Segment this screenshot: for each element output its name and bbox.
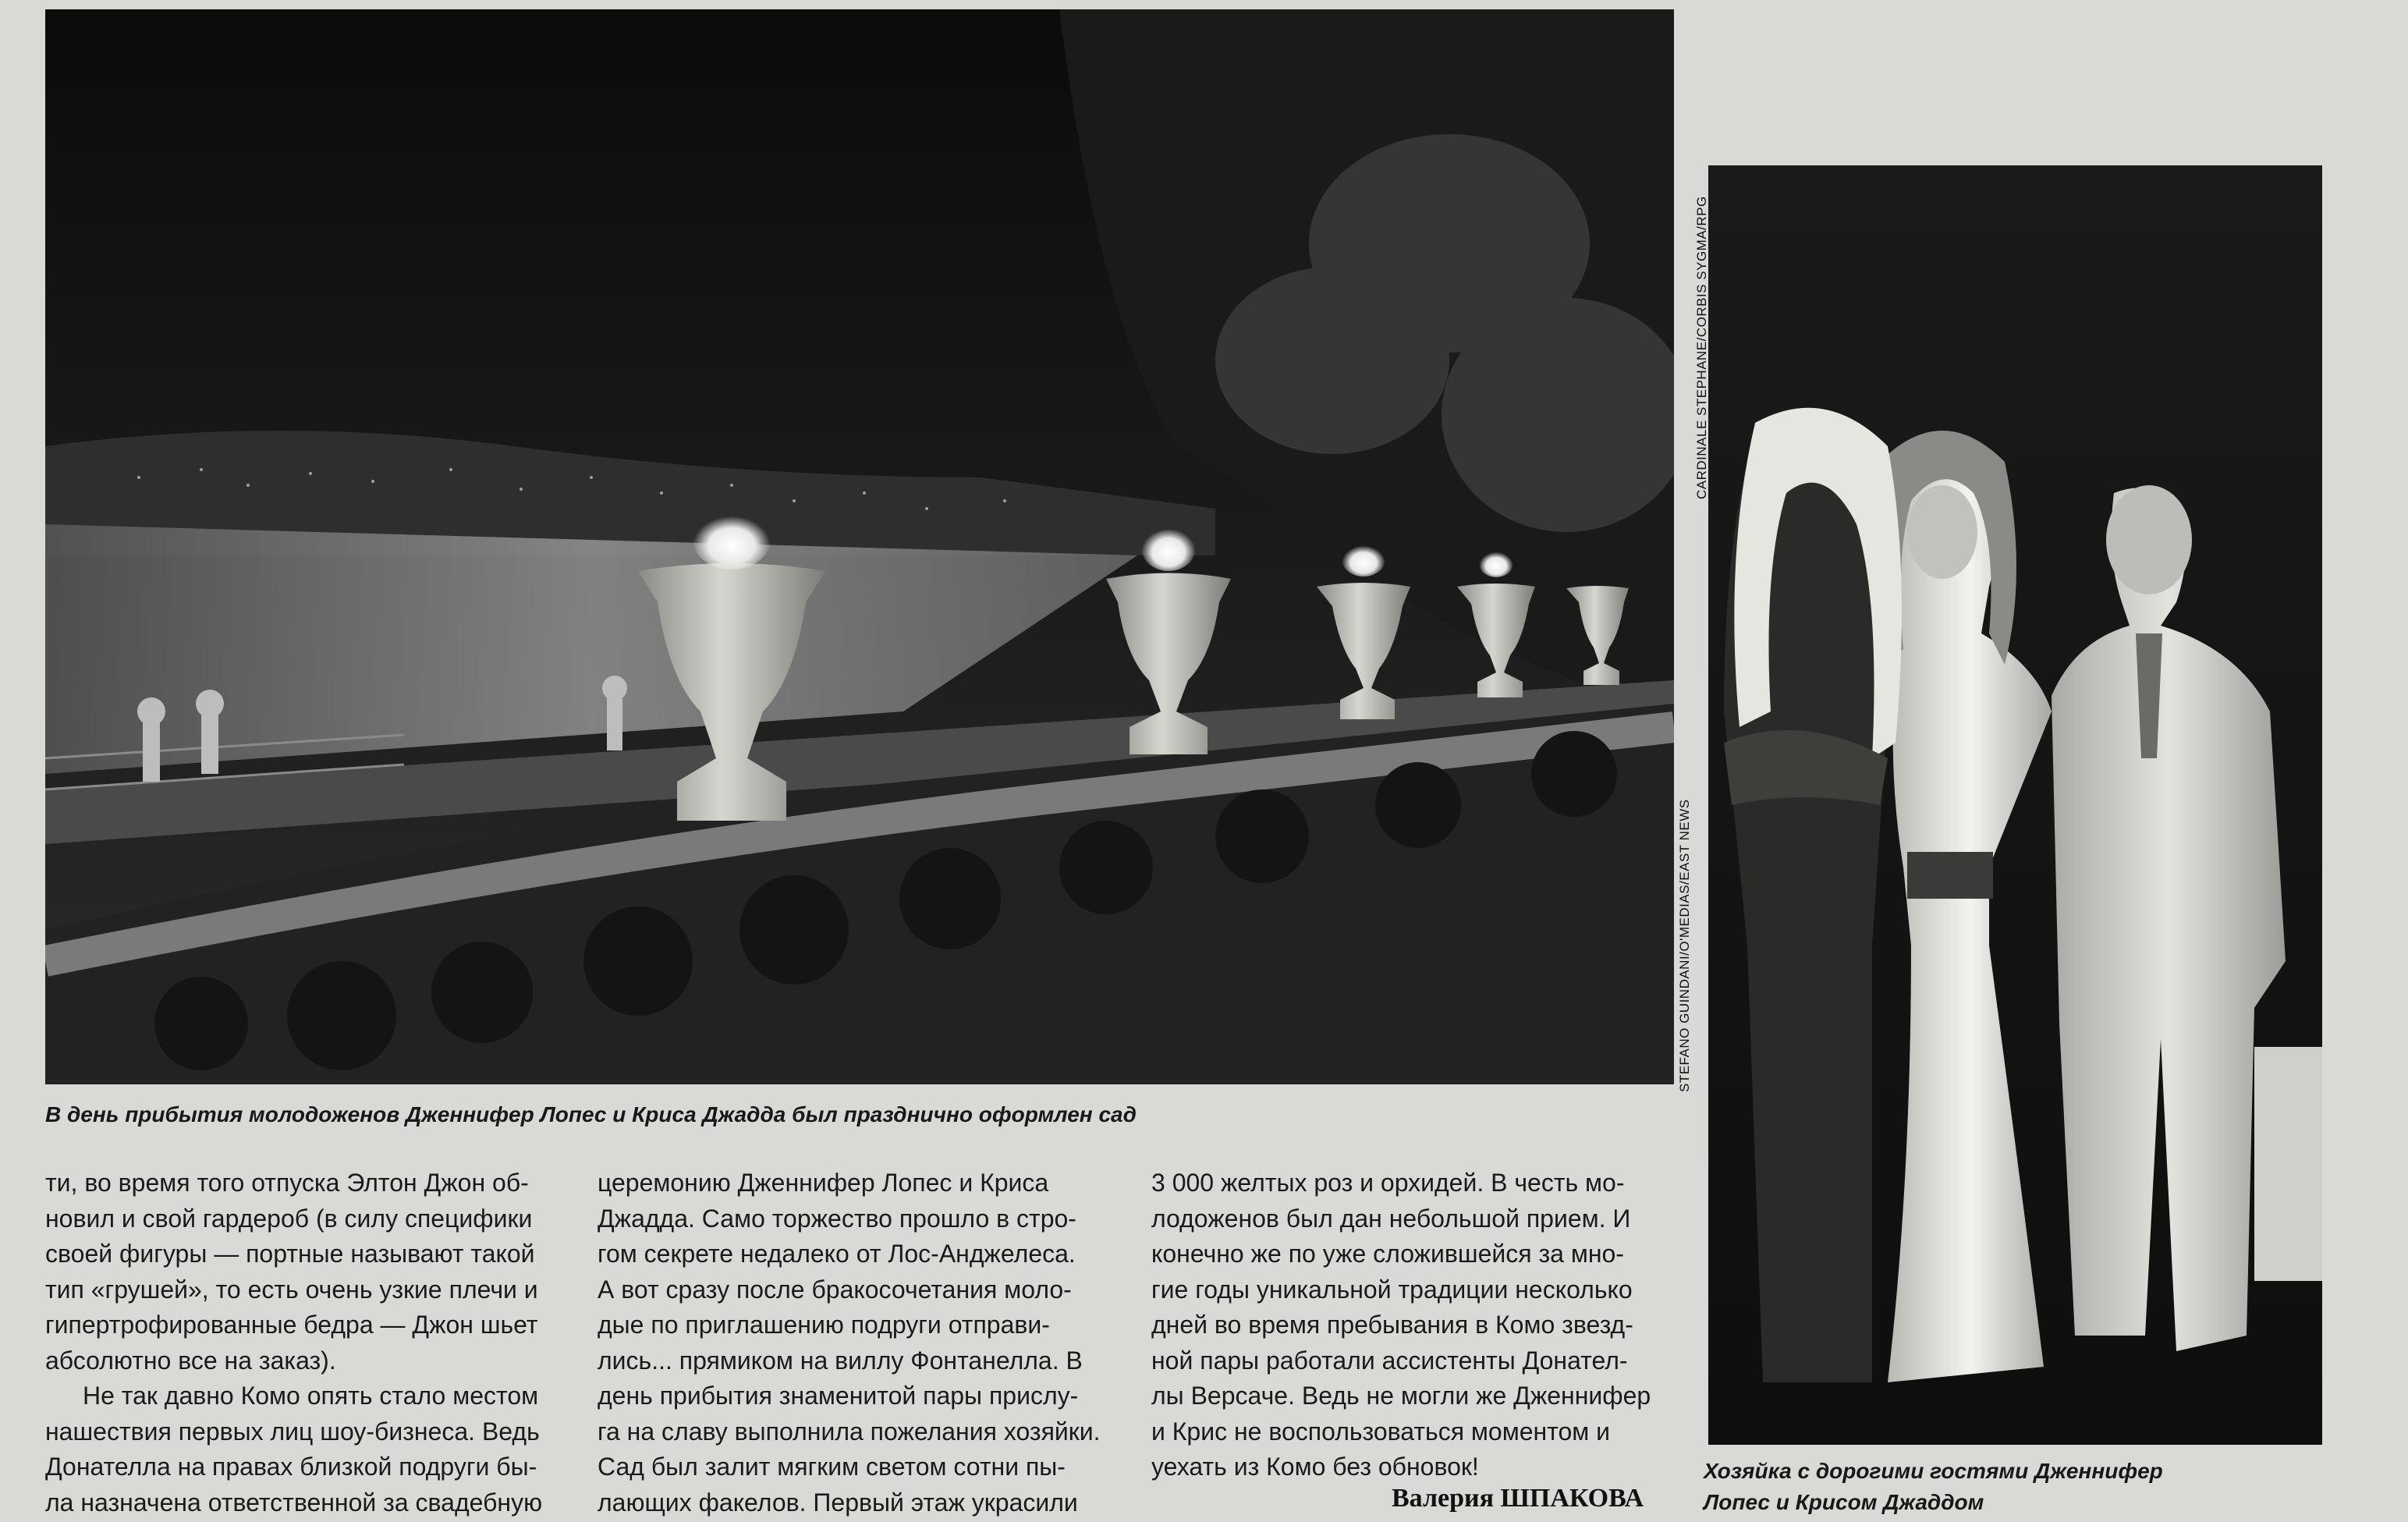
guests-photo-caption <box>1704 1456 2163 1518</box>
article-line: нашествия первых лиц шоу-бизнеса. Ведь <box>45 1417 540 1446</box>
article-line: лодоженов был дан небольшой прием. И <box>1151 1204 1631 1233</box>
guests-photo-credit: CARDINALE STEPHANE/CORBIS SYGMA/RPG <box>1694 196 1709 499</box>
article-line: А вот сразу после бракосочетания моло- <box>598 1275 1072 1304</box>
article-line: ла назначена ответственной за свадебную <box>45 1488 543 1517</box>
article-line: новил и свой гардероб (в силу специфики <box>45 1204 533 1233</box>
article-column-1 <box>45 1165 563 1520</box>
article-column-2 <box>598 1165 1115 1520</box>
article-line: конечно же по уже сложившейся за мно- <box>1151 1240 1624 1268</box>
night-garden-photo-icon <box>45 9 1674 1084</box>
garden-photo-caption: В день прибытия молодоженов Дженнифер Лопес и Криса Джадда был празднично оформлен сад <box>45 1102 1137 1126</box>
article-line: га на славу выполнила пожелания хозяйки. <box>598 1417 1101 1446</box>
guests-caption-line-1: Хозяйка с дорогими гостями Дженнифер <box>1704 1459 2163 1483</box>
article-line: ной пары работали ассистенты Донател- <box>1151 1346 1628 1375</box>
article-line: Сад был залит мягким светом сотни пы- <box>598 1453 1066 1481</box>
article-line: и Крис не воспользоваться моментом и <box>1151 1417 1611 1446</box>
article-byline: Валерия ШПАКОВА <box>1392 1484 1644 1513</box>
article-line: гипертрофированные бедра — Джон шьет <box>45 1311 538 1339</box>
article-line: 3 000 желтых роз и орхидей. В честь мо- <box>1151 1169 1625 1197</box>
guests-caption-line-2: Лопес и Крисом Джаддом <box>1704 1490 1984 1514</box>
guests-photo <box>1708 165 2322 1445</box>
article-column-3 <box>1151 1165 1669 1485</box>
article-line: абсолютно все на заказ). <box>45 1346 336 1375</box>
article-line: своей фигуры — портные называют такой <box>45 1240 535 1268</box>
article-line: ти, во время того отпуска Элтон Джон об- <box>45 1169 529 1197</box>
article-line: гие годы уникальной традиции несколько <box>1151 1275 1633 1304</box>
article-line: тип «грушей», то есть очень узкие плечи и <box>45 1275 538 1304</box>
article-line: Донателла на правах близкой подруги бы- <box>45 1453 537 1481</box>
article-line: уехать из Комо без обновок! <box>1151 1453 1479 1481</box>
article-line: церемонию Дженнифер Лопес и Криса <box>598 1169 1049 1197</box>
garden-photo-credit: STEFANO GUINDANI/O'MEDIAS/EAST NEWS <box>1677 799 1692 1092</box>
article-line: дней во время пребывания в Комо звезд- <box>1151 1311 1633 1339</box>
article-line: Не так давно Комо опять стало местом <box>83 1382 539 1410</box>
article-line: лись... прямиком на виллу Фонтанелла. В <box>598 1346 1083 1375</box>
article-line: день прибытия знаменитой пары прислу- <box>598 1382 1079 1410</box>
article-line: лы Версаче. Ведь не могли же Дженнифер <box>1151 1382 1651 1410</box>
three-guests-photo-icon <box>1708 165 2322 1445</box>
article-line: дые по приглашению подруги отправи- <box>598 1311 1050 1339</box>
article-line: лающих факелов. Первый этаж украсили <box>598 1488 1078 1517</box>
article-line: гом секрете недалеко от Лос-Анджелеса. <box>598 1240 1076 1268</box>
article-line: Джадда. Само торжество прошло в стро- <box>598 1204 1076 1233</box>
garden-photo <box>45 9 1674 1084</box>
